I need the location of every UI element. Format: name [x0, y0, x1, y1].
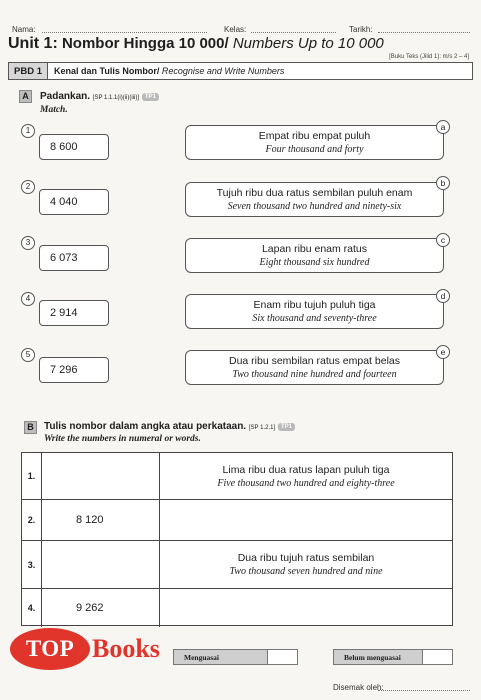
name-label: Nama:: [12, 25, 36, 34]
number-box-3[interactable]: 6 073: [39, 245, 109, 271]
word-c-ms: Lapan ribu enam ratus: [261, 243, 368, 255]
table-row: [22, 500, 452, 541]
class-label: Kelas:: [224, 25, 247, 34]
row-2-numeral: 8 120: [42, 500, 160, 540]
row-1-words-ms: Lima ribu dua ratus lapan puluh tiga: [222, 463, 390, 476]
word-box-a[interactable]: [185, 125, 444, 160]
item-3-index: 3: [21, 236, 35, 250]
word-box-c[interactable]: [185, 238, 444, 273]
word-c-letter: c: [436, 233, 450, 247]
item-4-index: 4: [21, 292, 35, 306]
not-mastered-checkbox[interactable]: [423, 649, 453, 665]
word-b-letter: b: [436, 176, 450, 190]
row-4-index: 4.: [22, 589, 42, 627]
item-5-index: 5: [21, 348, 35, 362]
number-box-4[interactable]: 2 914: [39, 300, 109, 326]
table-row: [22, 589, 452, 627]
number-box-1[interactable]: 8 600: [39, 134, 109, 160]
unit-title-en: Numbers Up to 10 000: [232, 35, 384, 52]
section-a-tp-badge: TP1: [142, 93, 159, 101]
section-b-code: [SP 1.2.1]: [248, 425, 276, 431]
row-3-numeral[interactable]: [42, 541, 160, 588]
word-c-en: Eight thousand six hundred: [259, 257, 370, 268]
word-d-letter: d: [436, 289, 450, 303]
row-4-words[interactable]: [160, 589, 452, 627]
section-b-title-text: Tulis nombor dalam angka atau perkataan.: [44, 421, 247, 432]
word-e-letter: e: [436, 345, 450, 359]
table-row: [22, 453, 452, 500]
checked-by-field[interactable]: [378, 690, 470, 691]
row-1-index: 1.: [22, 453, 42, 499]
section-b-letter: B: [24, 421, 37, 434]
not-mastered-option[interactable]: [333, 649, 453, 665]
unit-title: [8, 35, 384, 53]
item-2-index: 2: [21, 180, 35, 194]
row-1-words-en: Five thousand two hundred and eighty-three: [217, 477, 395, 489]
row-2-words[interactable]: [160, 500, 452, 540]
row-1-numeral[interactable]: [42, 453, 160, 499]
section-b-tp-badge: TP1: [278, 423, 295, 431]
row-3-words-en: Two thousand seven hundred and nine: [229, 566, 383, 577]
section-a-code: [SP 1.1.1(i)(ii)(iii)]: [92, 95, 140, 101]
row-3-words-ms: Dua ribu tujuh ratus sembilan: [237, 552, 375, 564]
answer-table: [21, 452, 453, 626]
mastered-label: Menguasai: [173, 649, 268, 665]
section-a-subtitle: Match.: [40, 105, 68, 115]
pbd-title-en: Recognise and Write Numbers: [161, 66, 285, 76]
number-box-5[interactable]: 7 296: [39, 357, 109, 383]
word-box-e[interactable]: [185, 350, 444, 385]
word-a-ms: Empat ribu empat puluh: [258, 130, 371, 142]
pbd-title: [48, 66, 284, 76]
section-b-subtitle: Write the numbers in numeral or words.: [44, 434, 201, 444]
word-a-letter: a: [436, 120, 450, 134]
section-a-title-text: Padankan.: [40, 91, 91, 102]
pbd-bar: [8, 62, 473, 80]
section-a-letter: A: [19, 90, 32, 103]
pbd-tag: PBD 1: [9, 63, 48, 79]
row-4-numeral: 9 262: [42, 589, 160, 627]
word-box-d[interactable]: [185, 294, 444, 329]
topbooks-logo-text: Books: [92, 634, 160, 663]
row-3-index: 3.: [22, 541, 42, 588]
row-2-index: 2.: [22, 500, 42, 540]
unit-title-ms: Nombor Hingga 10 000/: [61, 35, 229, 52]
mastered-option[interactable]: [173, 649, 298, 665]
word-b-en: Seven thousand two hundred and ninety-six: [227, 201, 402, 212]
word-b-ms: Tujuh ribu dua ratus sembilan puluh enam: [216, 187, 413, 199]
unit-number: Unit 1:: [8, 35, 58, 52]
date-field[interactable]: [378, 32, 470, 33]
date-label: Tarikh:: [349, 25, 373, 34]
topbooks-logo: TOP: [10, 628, 90, 670]
row-1-words: [160, 453, 452, 499]
row-3-words: [160, 541, 452, 588]
name-field[interactable]: [42, 32, 207, 33]
word-box-b[interactable]: [185, 182, 444, 217]
checked-by-label: Disemak oleh:: [333, 683, 384, 692]
number-box-2[interactable]: 4 040: [39, 189, 109, 215]
word-e-ms: Dua ribu sembilan ratus empat belas: [228, 355, 400, 367]
not-mastered-label: Belum menguasai: [333, 649, 423, 665]
textbook-reference: [Buku Teks (Jilid 1): m/s 2 – 4]: [389, 54, 469, 60]
section-b-title: [44, 421, 295, 432]
word-d-ms: Enam ribu tujuh puluh tiga: [253, 299, 376, 311]
section-a-title: [40, 91, 159, 102]
pbd-title-ms: Kenal dan Tulis Nombor/: [53, 66, 160, 76]
class-field[interactable]: [251, 32, 336, 33]
table-row: [22, 541, 452, 589]
word-d-en: Six thousand and seventy-three: [252, 313, 377, 324]
word-e-en: Two thousand nine hundred and fourteen: [232, 369, 397, 380]
item-1-index: 1: [21, 124, 35, 138]
mastered-checkbox[interactable]: [268, 649, 298, 665]
word-a-en: Four thousand and forty: [265, 144, 364, 155]
